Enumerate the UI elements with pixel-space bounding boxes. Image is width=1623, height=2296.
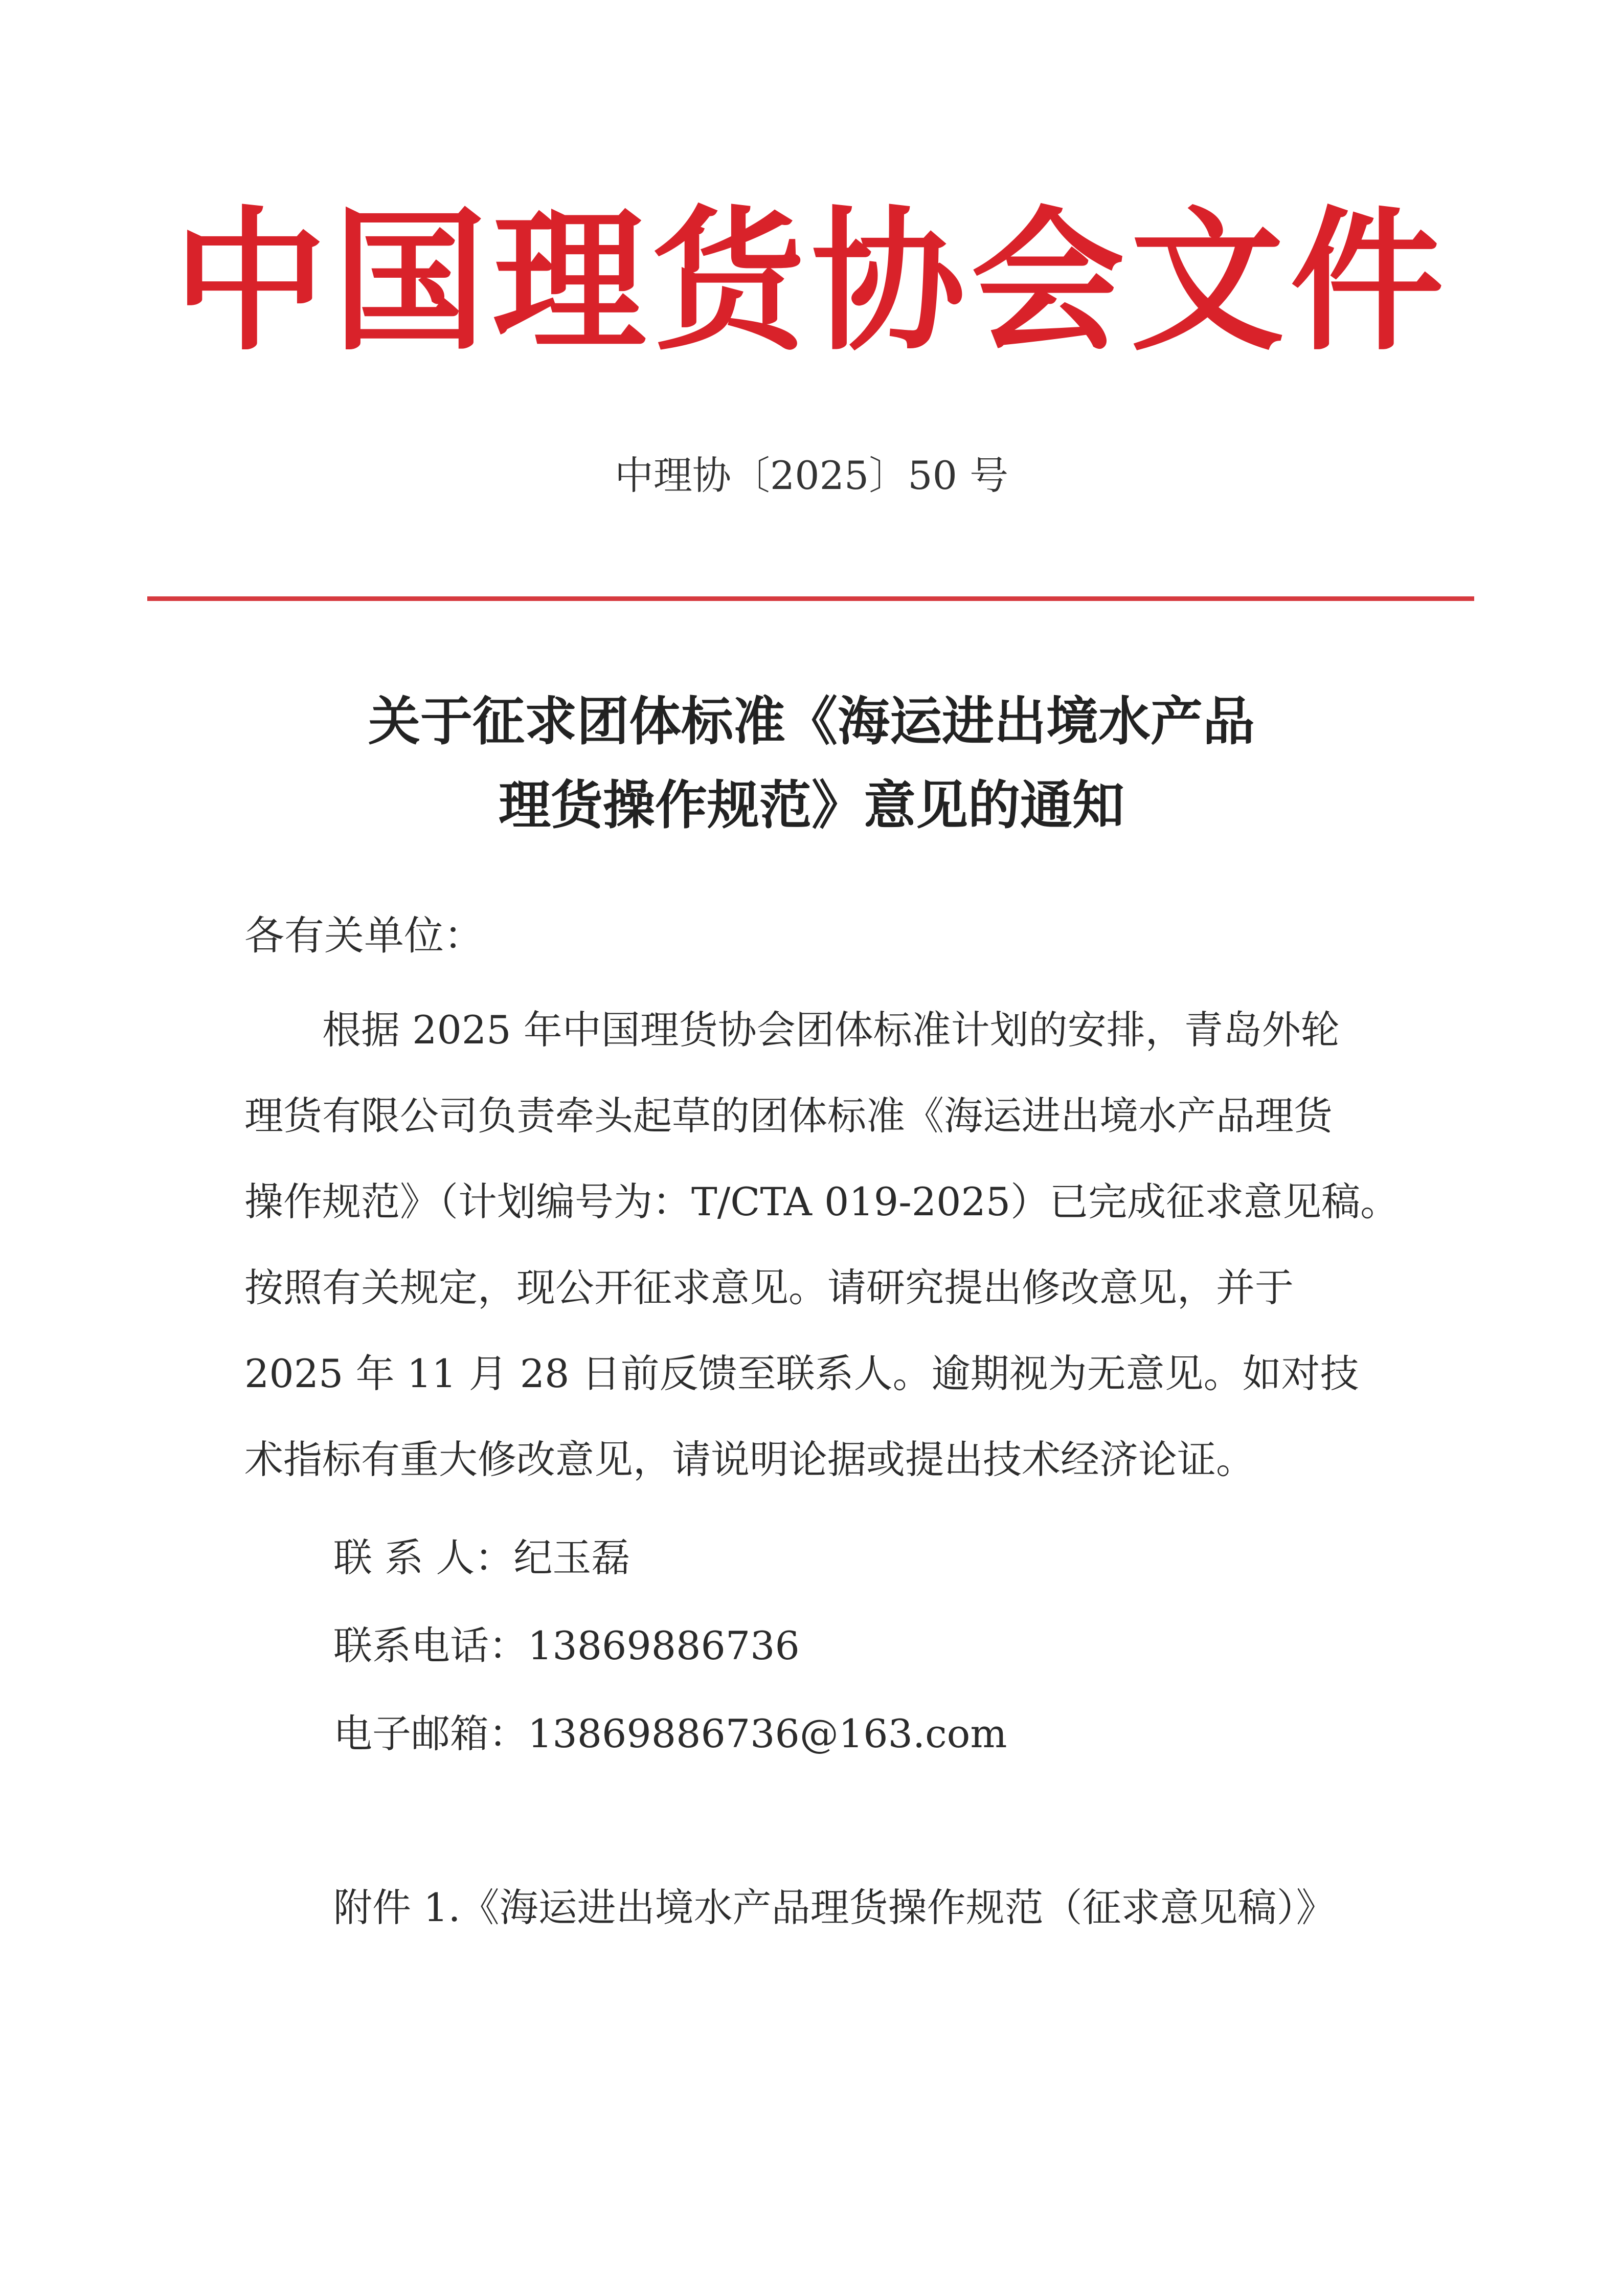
document-number: 中理协〔2025〕50 号 xyxy=(614,453,1009,498)
body-line-1: 根据 2025 年中国理货协会团体标准计划的安排，青岛外轮 xyxy=(244,1007,1340,1053)
body-paragraph xyxy=(244,987,1400,1503)
notice-title-line-2: 理货操作规范》意见的通知 xyxy=(499,775,1124,836)
body-line-6: 术指标有重大修改意见，请说明论据或提出技术经济论证。 xyxy=(244,1437,1255,1482)
notice-title-line-1: 关于征求团体标准《海运进出境水产品 xyxy=(368,692,1255,752)
salutation: 各有关单位： xyxy=(244,913,484,959)
contact-person: 联 系 人：纪玉磊 xyxy=(333,1535,630,1580)
red-divider-line xyxy=(147,596,1474,601)
notice-title xyxy=(0,680,1623,848)
body-line-2: 理货有限公司负责牵头起草的团体标准《海运进出境水产品理货 xyxy=(244,1093,1333,1139)
body-line-5: 2025 年 11 月 28 日前反馈至联系人。逾期视为无意见。如对技 xyxy=(244,1351,1359,1396)
masthead-title: 中国理货协会文件 xyxy=(173,191,1450,371)
body-line-4: 按照有关规定，现公开征求意见。请研究提出修改意见，并于 xyxy=(244,1265,1294,1310)
body-line-3: 操作规范》（计划编号为：T/CTA 019-2025）已完成征求意见稿。 xyxy=(244,1179,1400,1224)
attachment-reference: 附件 1.《海运进出境水产品理货操作规范（征求意见稿）》 xyxy=(333,1885,1335,1930)
contact-email: 电子邮箱：13869886736@163.com xyxy=(333,1711,1007,1756)
contact-info xyxy=(333,1514,1007,1778)
contact-phone: 联系电话：13869886736 xyxy=(333,1623,800,1668)
